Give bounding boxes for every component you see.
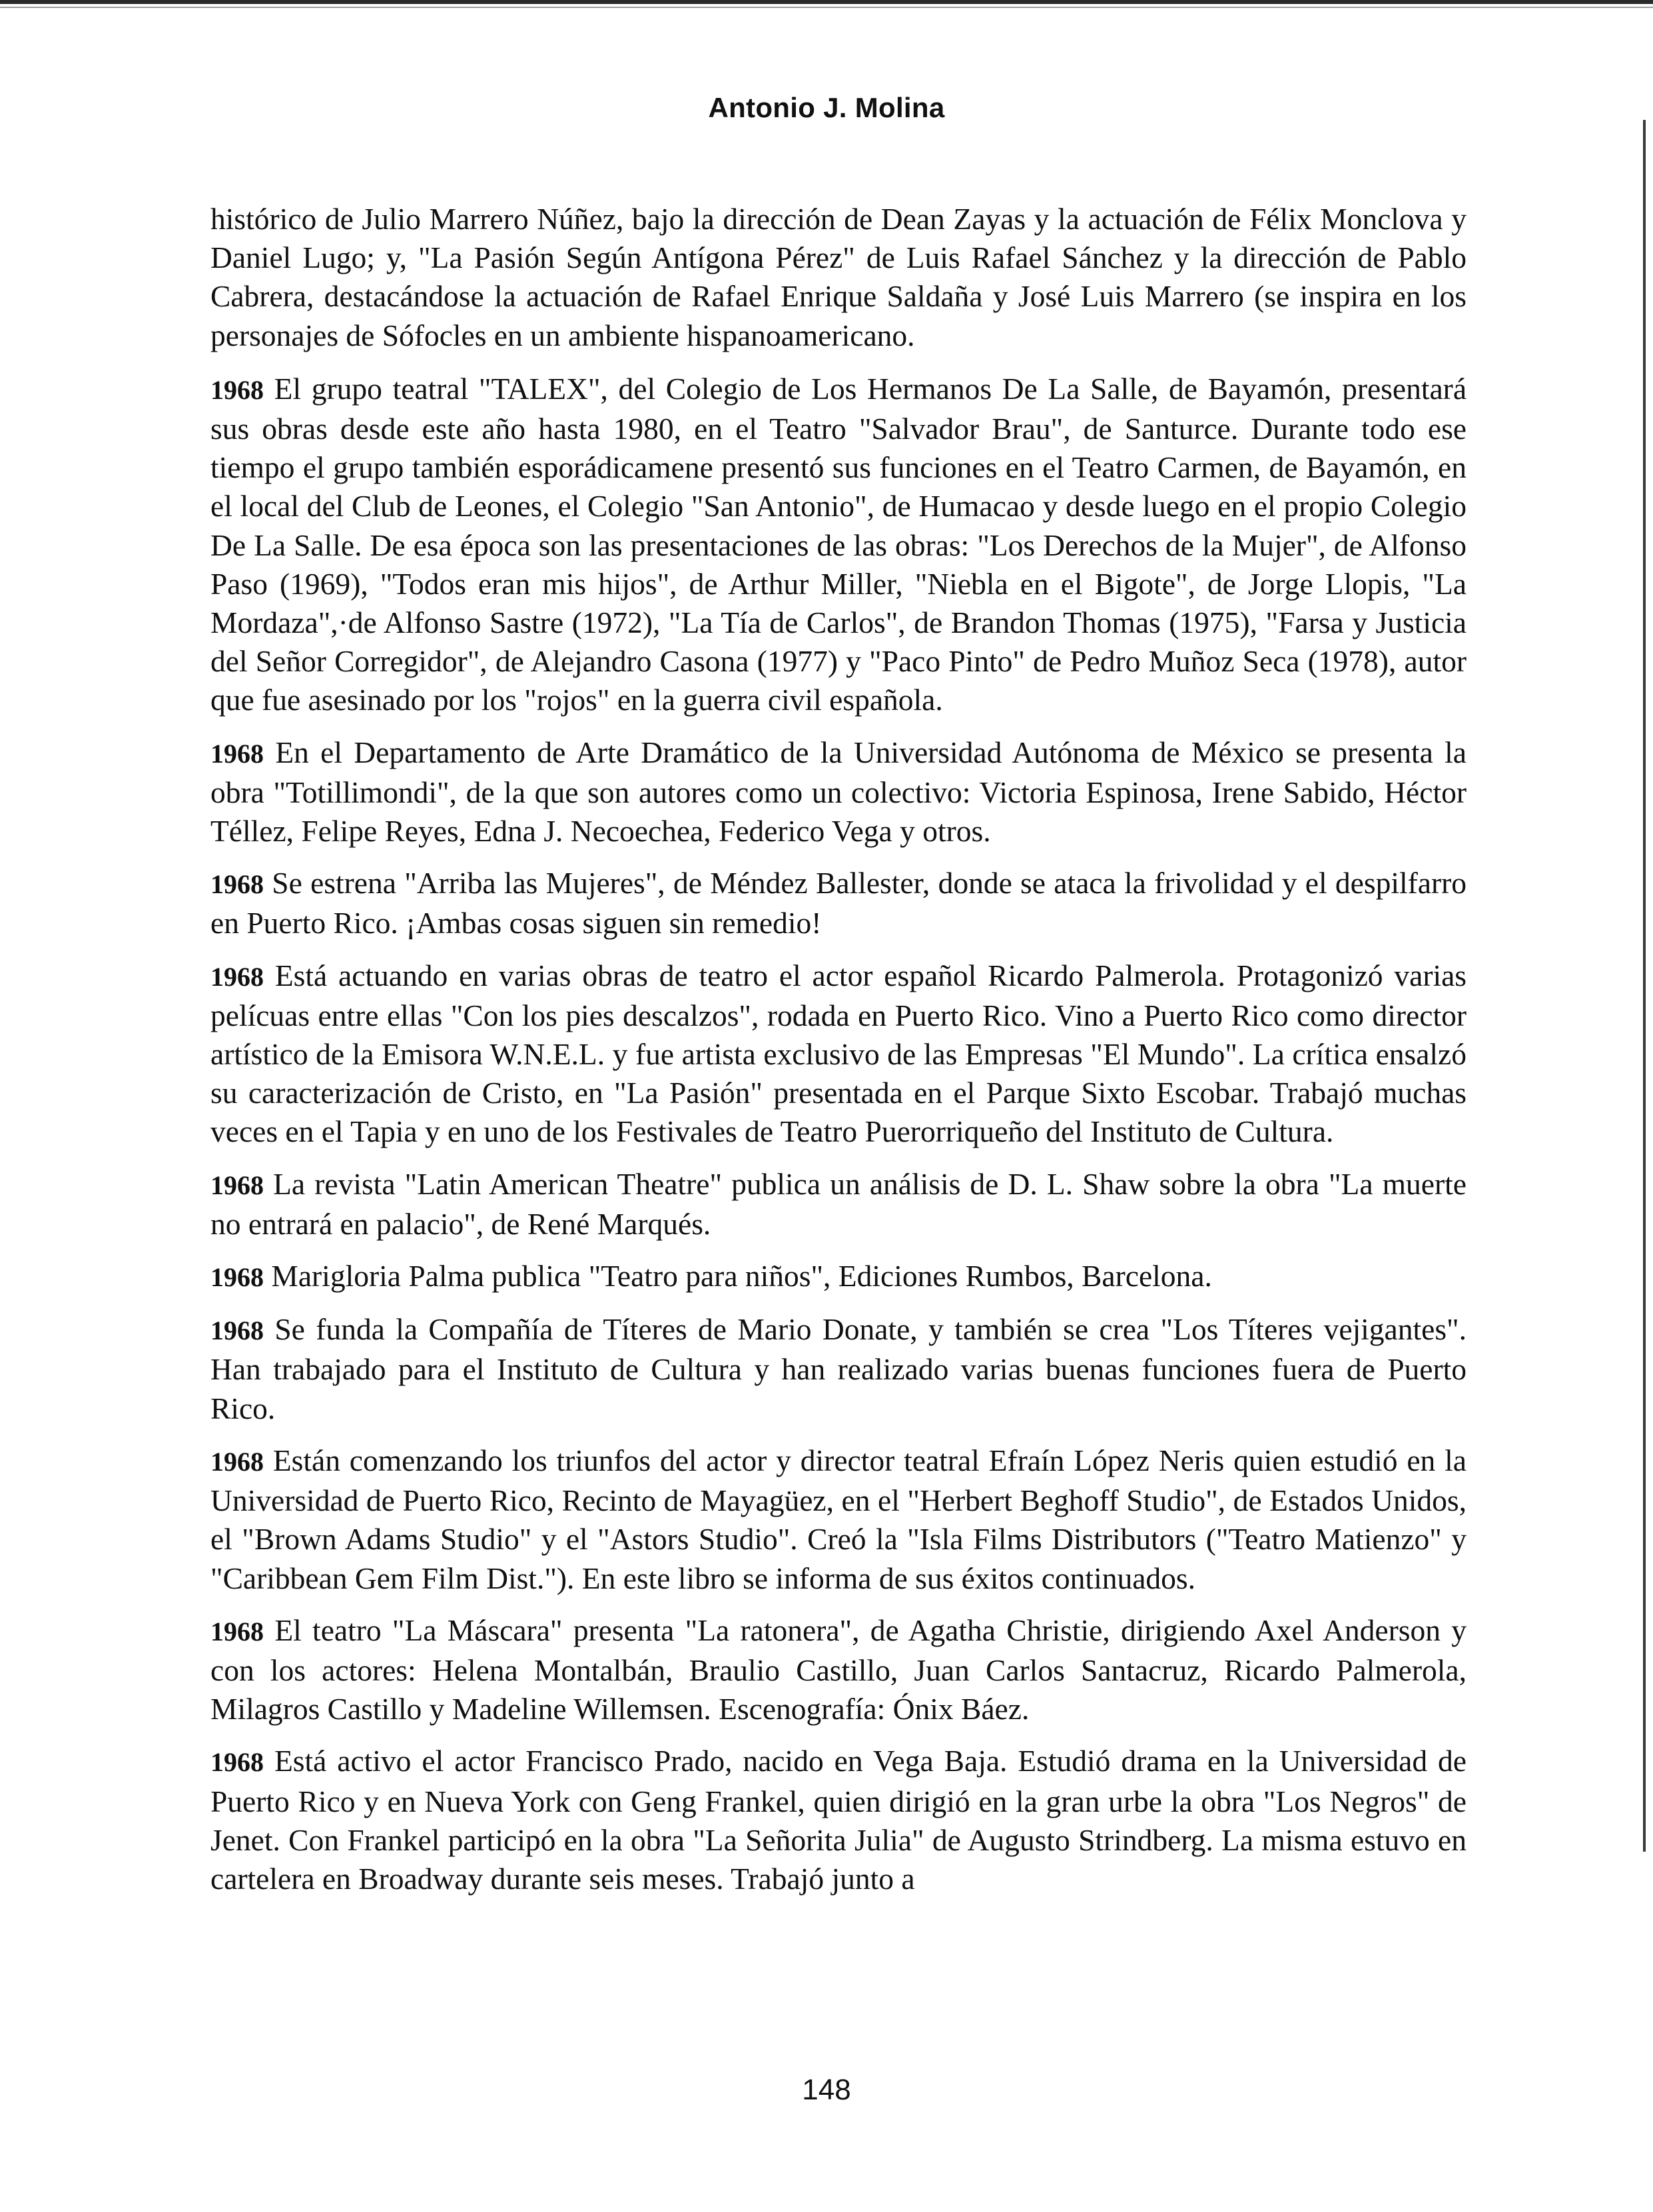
entry-text: El teatro "La Máscara" presenta "La ratonera", de Agatha Christie, dirigiendo Axel Anderson y con los actores: Helena Montalbán, Braulio Castillo, Juan Carlos Santacruz, Ricardo Palmerola, Milagros Castillo y Madeline Willemsen. Escenografía: Ónix Báez. xyxy=(210,1613,1467,1726)
entry-year: 1968 xyxy=(210,869,264,900)
entry-year: 1968 xyxy=(210,374,264,405)
entry-year: 1968 xyxy=(210,1446,264,1477)
chronology-entry xyxy=(210,1441,1467,1598)
scan-right-edge xyxy=(1643,120,1646,1852)
entry-year: 1968 xyxy=(210,1747,264,1778)
entry-text: Está actuando en varias obras de teatro el actor español Ricardo Palmerola. Protagonizó varias pelícuas entre ellas "Con los pies descalzos", rodada en Puerto Rico. Vino a Puerto Rico como director artístico de la Emisora W.N.E.L. y fue artista exclusivo de las Empresas "El Mundo". La crítica ensalzó su caracterización de Cristo, en "La Pasión" presentada en el Parque Sixto Escobar. Trabajó muchas veces en el Tapia y en uno de los Festivales de Teatro Puerorriqueño del Instituto de Cultura. xyxy=(210,958,1467,1149)
chronology-entry xyxy=(210,1742,1467,1898)
chronology-entry xyxy=(210,1611,1467,1729)
entry-text: Están comenzando los triunfos del actor y director teatral Efraín López Neris quien estudió en la Universidad de Puerto Rico, Recinto de Mayagüez, en el "Herbert Beghoff Studio", de Estados Unidos, el "Brown Adams Studio" y el "Astors Studio". Creó la "Isla Films Distributors ("Teatro Matienzo" y "Caribbean Gem Film Dist."). En este libro se informa de sus éxitos continuados. xyxy=(210,1443,1467,1595)
scan-top-border xyxy=(0,0,1653,4)
chronology-entry xyxy=(210,1257,1467,1297)
entry-text: Se funda la Compañía de Títeres de Mario Donate, y también se crea "Los Títeres vejigantes". Han trabajado para el Instituto de Cultura y han realizado varias buenas funciones fuera de Puerto Rico. xyxy=(210,1312,1467,1425)
entry-text: Se estrena "Arriba las Mujeres", de Méndez Ballester, donde se ataca la frivolidad y el despilfarro en Puerto Rico. ¡Ambas cosas siguen sin remedio! xyxy=(210,866,1467,940)
entry-year: 1968 xyxy=(210,738,264,769)
continuation-paragraph: histórico de Julio Marrero Núñez, bajo la dirección de Dean Zayas y la actuación de Félix Monclova y Daniel Lugo; y, "La Pasión Según Antígona Pérez" de Luis Rafael Sánchez y la dirección de Pablo Cabrera, destacándose la actuación de Rafael Enrique Saldaña y José Luis Marrero (se inspira en los personajes de Sófocles en un ambiente hispanoamericano. xyxy=(210,202,1467,352)
chronology-entry xyxy=(210,370,1467,720)
entry-year: 1968 xyxy=(210,1315,264,1346)
page-number: 148 xyxy=(802,2073,851,2106)
entry-text: El grupo teatral "TALEX", del Colegio de Los Hermanos De La Salle, de Bayamón, presentará sus obras desde este año hasta 1980, en el Teatro "Salvador Brau", de Santurce. Durante todo ese tiempo el grupo también esporádicamene presentó sus funciones en el Teatro Carmen, de Bayamón, en el local del Club de Leones, el Colegio "San Antonio", de Humacao y desde luego en el propio Colegio De La Salle. De esa época son las presentaciones de las obras: "Los Derechos de la Mujer", de Alfonso Paso (1969), "Todos eran mis hijos", de Arthur Miller, "Niebla en el Bigote", de Jorge Llopis, "La Mordaza",·de Alfonso Sastre (1972), "La Tía de Carlos", de Brandon Thomas (1975), "Farsa y Justicia del Señor Corregidor", de Alejandro Casona (1977) y "Paco Pinto" de Pedro Muñoz Seca (1978), autor que fue asesinado por los "rojos" en la guerra civil española. xyxy=(210,371,1467,717)
entry-text: Marigloria Palma publica "Teatro para niños", Ediciones Rumbos, Barcelona. xyxy=(271,1259,1212,1293)
entry-text: En el Departamento de Arte Dramático de la Universidad Autónoma de México se presenta la obra "Totillimondi", de la que son autores como un colectivo: Victoria Espinosa, Irene Sabido, Héctor Téllez, Felipe Reyes, Edna J. Necoechea, Federico Vega y otros. xyxy=(210,735,1467,849)
chronology-entry xyxy=(210,733,1467,851)
chronology-entry xyxy=(210,864,1467,942)
entry-year: 1968 xyxy=(210,1262,264,1293)
entry-text: La revista "Latin American Theatre" publica un análisis de D. L. Shaw sobre la obra "La muerte no entrará en palacio", de René Marqués. xyxy=(210,1166,1467,1241)
entry-text: Está activo el actor Francisco Prado, nacido en Vega Baja. Estudió drama en la Universidad de Puerto Rico y en Nueva York con Geng Frankel, quien dirigió en la gran urbe la obra "Los Negros" de Jenet. Con Frankel participó en la obra "La Señorita Julia" de Augusto Strindberg. La misma estuvo en cartelera en Broadway durante seis meses. Trabajó junto a xyxy=(210,1744,1467,1896)
scan-top-border-thin xyxy=(0,7,1653,8)
entry-year: 1968 xyxy=(210,1616,264,1647)
running-head: Antonio J. Molina xyxy=(708,92,945,123)
chronology-entry xyxy=(210,1165,1467,1244)
chronology-entry xyxy=(210,956,1467,1152)
entry-year: 1968 xyxy=(210,961,264,992)
entry-year: 1968 xyxy=(210,1170,264,1200)
page-body xyxy=(210,200,1467,1912)
chronology-entry xyxy=(210,1310,1467,1428)
